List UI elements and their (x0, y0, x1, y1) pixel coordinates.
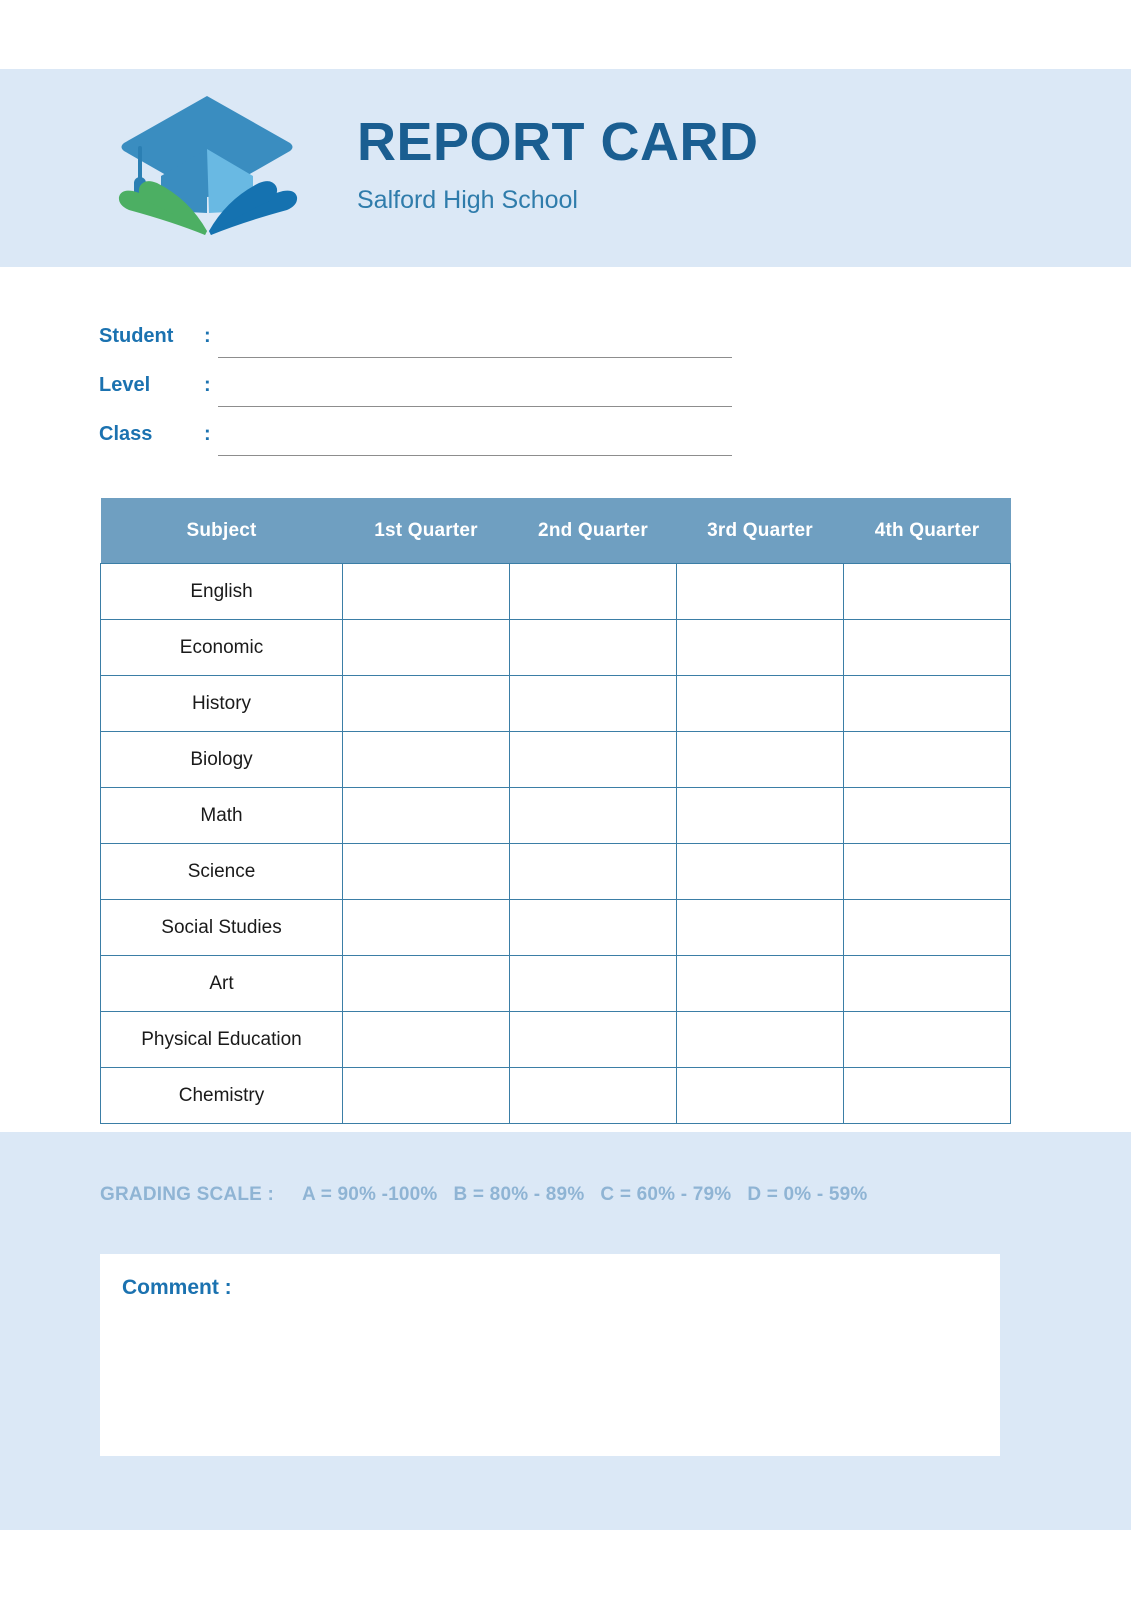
grade-cell-q3[interactable] (677, 676, 844, 732)
subject-name-cell: History (101, 676, 343, 732)
column-header-q2: 2nd Quarter (510, 498, 677, 564)
page-title: REPORT CARD (357, 112, 759, 172)
grade-cell-q2[interactable] (510, 788, 677, 844)
table-row (101, 956, 1011, 1012)
grade-cell-q3[interactable] (677, 1012, 844, 1068)
table-row (101, 1068, 1011, 1124)
subject-name-cell: Math (101, 788, 343, 844)
column-header-q3: 3rd Quarter (677, 498, 844, 564)
grade-cell-q1[interactable] (343, 1068, 510, 1124)
table-header-row (101, 498, 1011, 564)
level-field-row (99, 371, 799, 420)
comment-input-area[interactable] (120, 1312, 980, 1442)
subject-name-cell: Chemistry (101, 1068, 343, 1124)
grades-table (100, 498, 1011, 1124)
grades-table-head (101, 498, 1011, 564)
grade-cell-q2[interactable] (510, 956, 677, 1012)
grade-cell-q1[interactable] (343, 956, 510, 1012)
grades-table-container (100, 498, 1002, 1124)
grades-table-body (101, 564, 1011, 1124)
column-header-subject: Subject (101, 498, 343, 564)
grade-cell-q2[interactable] (510, 732, 677, 788)
grade-cell-q2[interactable] (510, 676, 677, 732)
footer-section (0, 1132, 1131, 1530)
grade-cell-q4[interactable] (844, 788, 1011, 844)
grade-cell-q1[interactable] (343, 844, 510, 900)
grade-cell-q2[interactable] (510, 844, 677, 900)
grade-cell-q3[interactable] (677, 956, 844, 1012)
grading-scale (100, 1184, 884, 1206)
grade-cell-q4[interactable] (844, 844, 1011, 900)
grade-cell-q1[interactable] (343, 564, 510, 620)
table-row (101, 620, 1011, 676)
school-name: Salford High School (357, 186, 578, 214)
subject-name-cell: Biology (101, 732, 343, 788)
student-field-row (99, 322, 799, 371)
table-row (101, 900, 1011, 956)
grade-cell-q4[interactable] (844, 1012, 1011, 1068)
table-row (101, 732, 1011, 788)
table-row (101, 844, 1011, 900)
title-block (357, 112, 759, 214)
grading-scale-item-a: A = 90% -100% (302, 1184, 438, 1205)
class-field-row (99, 420, 799, 469)
student-input-line[interactable] (218, 357, 732, 358)
student-info-section (99, 322, 799, 469)
grade-cell-q2[interactable] (510, 1012, 677, 1068)
grading-scale-item-d: D = 0% - 59% (747, 1184, 868, 1205)
school-logo (85, 91, 330, 236)
grade-cell-q2[interactable] (510, 900, 677, 956)
student-colon: : (204, 325, 211, 347)
comment-box[interactable] (100, 1254, 1000, 1456)
grade-cell-q3[interactable] (677, 564, 844, 620)
grade-cell-q1[interactable] (343, 900, 510, 956)
student-label: Student (99, 325, 174, 347)
grade-cell-q1[interactable] (343, 732, 510, 788)
class-input-line[interactable] (218, 455, 732, 456)
class-label: Class (99, 423, 153, 445)
grade-cell-q4[interactable] (844, 956, 1011, 1012)
grade-cell-q3[interactable] (677, 844, 844, 900)
header-banner (0, 69, 1131, 267)
subject-name-cell: English (101, 564, 343, 620)
grade-cell-q3[interactable] (677, 900, 844, 956)
class-colon: : (204, 423, 211, 445)
table-row (101, 564, 1011, 620)
grade-cell-q4[interactable] (844, 620, 1011, 676)
grade-cell-q4[interactable] (844, 900, 1011, 956)
level-label: Level (99, 374, 151, 396)
grade-cell-q1[interactable] (343, 1012, 510, 1068)
grade-cell-q1[interactable] (343, 620, 510, 676)
subject-name-cell: Social Studies (101, 900, 343, 956)
grade-cell-q4[interactable] (844, 732, 1011, 788)
level-colon: : (204, 374, 211, 396)
level-input-line[interactable] (218, 406, 732, 407)
subject-name-cell: Physical Education (101, 1012, 343, 1068)
grade-cell-q3[interactable] (677, 620, 844, 676)
column-header-q1: 1st Quarter (343, 498, 510, 564)
grade-cell-q1[interactable] (343, 676, 510, 732)
grade-cell-q2[interactable] (510, 564, 677, 620)
subject-name-cell: Economic (101, 620, 343, 676)
grading-scale-item-c: C = 60% - 79% (600, 1184, 732, 1205)
grade-cell-q4[interactable] (844, 564, 1011, 620)
grading-scale-item-b: B = 80% - 89% (453, 1184, 585, 1205)
grade-cell-q3[interactable] (677, 1068, 844, 1124)
grade-cell-q4[interactable] (844, 1068, 1011, 1124)
subject-name-cell: Art (101, 956, 343, 1012)
grade-cell-q3[interactable] (677, 732, 844, 788)
comment-label: Comment : (122, 1276, 232, 1299)
grade-cell-q3[interactable] (677, 788, 844, 844)
column-header-q4: 4th Quarter (844, 498, 1011, 564)
graduation-cap-book-logo-icon (85, 91, 330, 236)
grade-cell-q1[interactable] (343, 788, 510, 844)
table-row (101, 676, 1011, 732)
table-row (101, 1012, 1011, 1068)
grade-cell-q4[interactable] (844, 676, 1011, 732)
grade-cell-q2[interactable] (510, 620, 677, 676)
table-row (101, 788, 1011, 844)
subject-name-cell: Science (101, 844, 343, 900)
grade-cell-q2[interactable] (510, 1068, 677, 1124)
grading-scale-label: GRADING SCALE : (100, 1184, 274, 1205)
